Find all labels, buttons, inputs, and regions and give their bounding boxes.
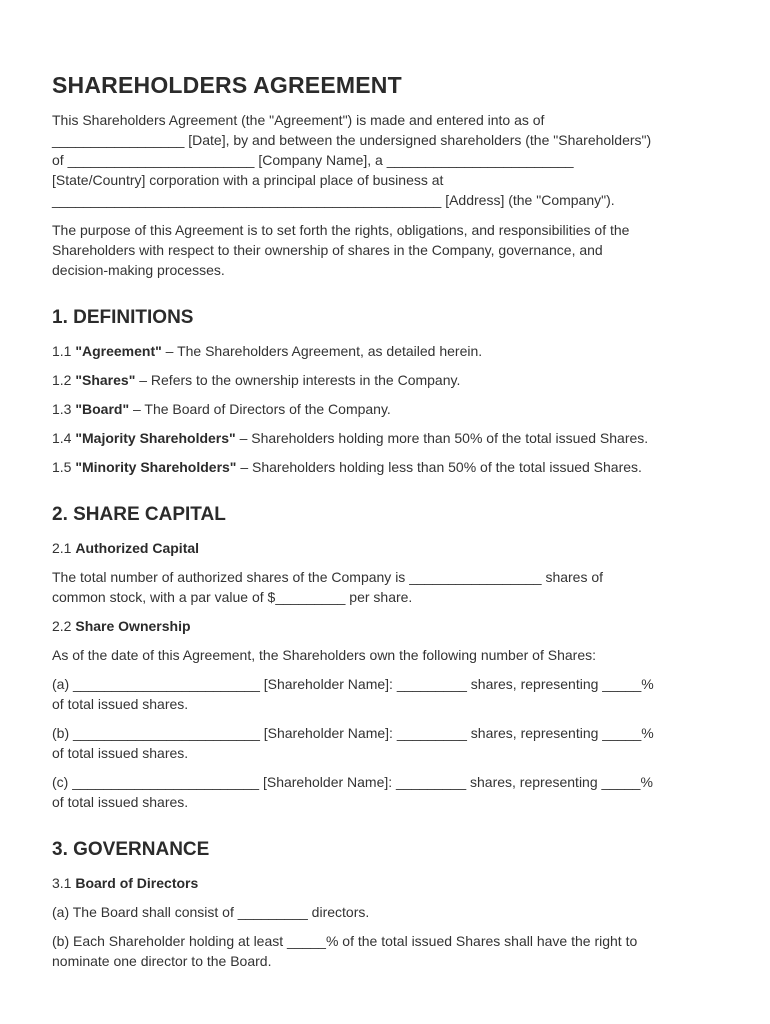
subsection-number: 2.1 — [52, 540, 72, 556]
governance-clause-b — [52, 931, 718, 971]
subsection-title: Share Ownership — [75, 618, 191, 634]
definition-text: – The Board of Directors of the Company. — [129, 401, 391, 417]
document-title: SHAREHOLDERS AGREEMENT — [52, 72, 402, 98]
definition-item — [52, 399, 718, 419]
subsection-title: Board of Directors — [75, 875, 199, 891]
shareholder-entry — [52, 674, 718, 714]
intro-line: of ________________________ [Company Name], a ________________________ — [52, 152, 574, 168]
definition-number: 1.3 — [52, 401, 72, 417]
paragraph-line: common stock, with a par value of $_________ per share. — [52, 589, 413, 605]
definition-term: "Majority Shareholders" — [75, 430, 236, 446]
section-heading-governance: 3. GOVERNANCE — [52, 839, 210, 860]
intro-line: [State/Country] corporation with a principal place of business at — [52, 172, 444, 188]
purpose-paragraph — [52, 220, 718, 280]
authorized-capital-paragraph — [52, 567, 718, 607]
definition-number: 1.1 — [52, 343, 72, 359]
subsection-number: 3.1 — [52, 875, 72, 891]
subsection-heading — [52, 538, 718, 558]
definition-number: 1.5 — [52, 459, 72, 475]
definition-term: "Minority Shareholders" — [75, 459, 237, 475]
definition-term: "Board" — [75, 401, 130, 417]
definition-item — [52, 370, 718, 390]
section-heading-definitions: 1. DEFINITIONS — [52, 307, 194, 328]
section-heading-share-capital: 2. SHARE CAPITAL — [52, 504, 226, 525]
definition-text: – Shareholders holding more than 50% of the total issued Shares. — [235, 430, 649, 446]
definition-item — [52, 457, 718, 477]
paragraph-line: (b) Each Shareholder holding at least _____% of the total issued Shares shall have the right to — [52, 933, 638, 949]
definition-text: – Shareholders holding less than 50% of the total issued Shares. — [236, 459, 642, 475]
definition-number: 1.4 — [52, 430, 72, 446]
purpose-line: Shareholders with respect to their ownership of shares in the Company, governance, and — [52, 242, 603, 258]
purpose-line: decision-making processes. — [52, 262, 225, 278]
intro-paragraph — [52, 110, 718, 210]
shareholder-line: of total issued shares. — [52, 696, 189, 712]
intro-line: This Shareholders Agreement (the "Agreement") is made and entered into as of — [52, 112, 545, 128]
purpose-line: The purpose of this Agreement is to set forth the rights, obligations, and responsibilities of the — [52, 222, 630, 238]
paragraph-line: The total number of authorized shares of the Company is _________________ shares of — [52, 569, 604, 585]
shareholder-line: of total issued shares. — [52, 794, 189, 810]
shareholder-line: (a) ________________________ [Shareholder Name]: _________ shares, representing _____% — [52, 676, 654, 692]
definition-term: "Agreement" — [75, 343, 162, 359]
governance-clause-a: (a) The Board shall consist of _________ directors. — [52, 904, 370, 920]
subsection-title: Authorized Capital — [75, 540, 200, 556]
subsection-heading — [52, 616, 718, 636]
definition-text: – Refers to the ownership interests in the Company. — [135, 372, 461, 388]
subsection-number: 2.2 — [52, 618, 72, 634]
shareholder-entry — [52, 723, 718, 763]
definition-term: "Shares" — [75, 372, 136, 388]
shareholder-line: of total issued shares. — [52, 745, 189, 761]
definitions-list — [52, 341, 718, 477]
definition-number: 1.2 — [52, 372, 72, 388]
definition-text: – The Shareholders Agreement, as detailed herein. — [161, 343, 483, 359]
shareholder-line: (b) ________________________ [Shareholder Name]: _________ shares, representing _____% — [52, 725, 654, 741]
definition-item — [52, 428, 718, 448]
shareholder-entry — [52, 772, 718, 812]
share-ownership-intro: As of the date of this Agreement, the Shareholders own the following number of Shares: — [52, 647, 596, 663]
shareholder-line: (c) ________________________ [Shareholder Name]: _________ shares, representing _____% — [52, 774, 653, 790]
paragraph-line: nominate one director to the Board. — [52, 953, 272, 969]
definition-item — [52, 341, 718, 361]
subsection-heading — [52, 873, 718, 893]
intro-line: __________________________________________________ [Address] (the "Company"). — [52, 192, 615, 208]
intro-line: _________________ [Date], by and between the undersigned shareholders (the "Shareholders") — [52, 132, 652, 148]
